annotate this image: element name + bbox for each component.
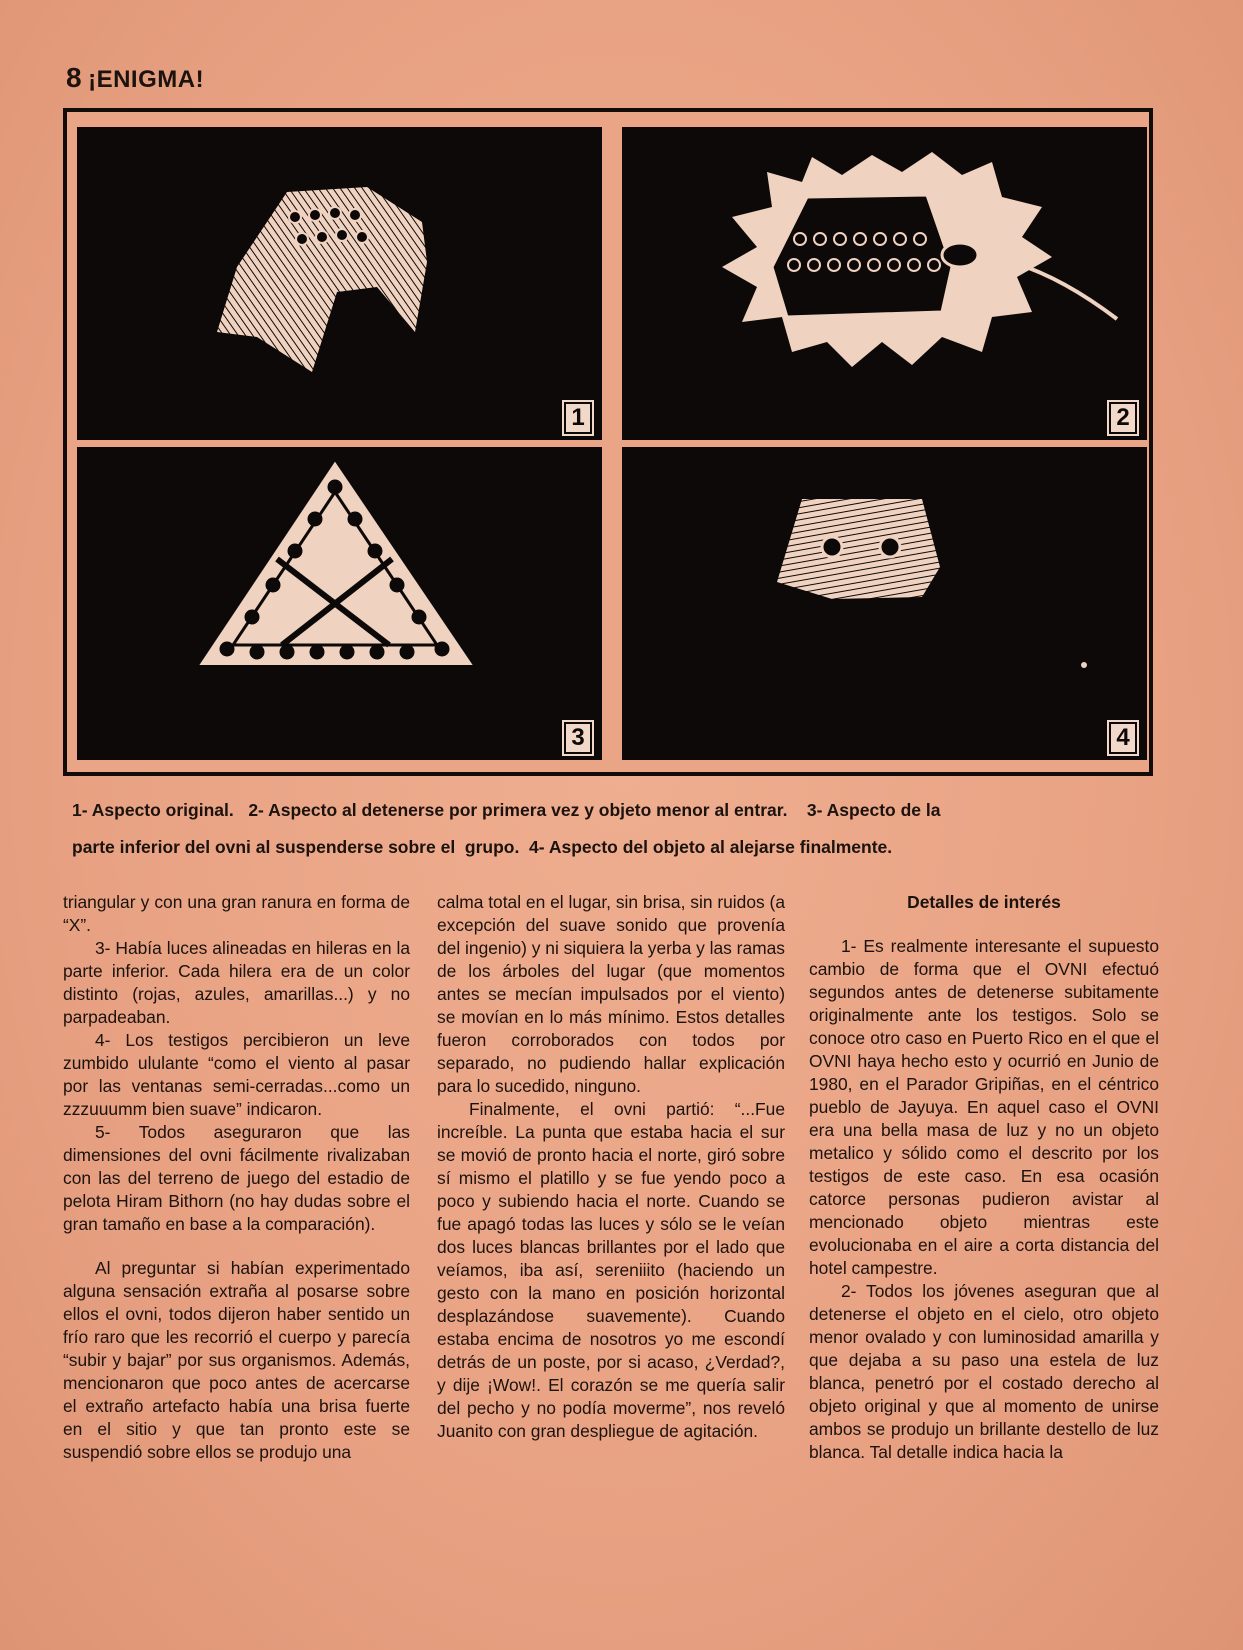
paragraph: triangular y con una gran ranura en forma de “X”.: [63, 892, 410, 935]
paragraph: 1- Es realmente interesante el supuesto cambio de forma que el OVNI efectuó segundos antes de detenerse subitamente originalmente ante los testigos. Solo se conoce otro caso en Puerto Rico en el que el OVNI haya hecho esto y ocurrió en Junio de 1980, en el Parador Gripiñas, en el céntrico pueblo de Jayuya. En aquel caso el OVNI era una bella masa de luz y no un objeto metalico y sólido como el descrito por los testigos de este caso. En esa ocasión catorce personas pudieron avistar al mencionado objeto mientras este evolucionaba en el aire a corta distancia del hotel campestre.: [809, 936, 1159, 1278]
panel-number-badge: 1: [564, 402, 592, 434]
paragraph: calma total en el lugar, sin brisa, sin ruidos (a excepción del suave sonido que provenía del ingenio) y ni siquiera la yerba y las ramas de los árboles del lugar (que momentos antes se mecían impulsados por el viento) se movían en lo más mínimo. Estos detalles fueron corroborados con todos por separado, no pudiendo hallar explicación para lo sucedido, ninguno.: [437, 892, 785, 1096]
panel-4: [622, 447, 1147, 760]
ufo-triangular-underside-drawing-icon: [77, 447, 602, 760]
panel-number-badge: 4: [1109, 722, 1137, 754]
panel-2: [622, 127, 1147, 440]
ufo-arrowhead-drawing-icon: [77, 127, 602, 440]
paragraph: 5- Todos aseguraron que las dimensiones del ovni fácilmente rivalizaban con las del terreno de juego del estadio de pelota Hiram Bithorn (no hay dudas sobre el gran tamaño en base a la comparación).: [63, 1122, 410, 1234]
caption-line: parte inferior del ovni al suspenderse sobre el grupo. 4- Aspecto del objeto al alejarse finalmente.: [72, 837, 893, 857]
paragraph: Finalmente, el ovni partió: “...Fue increíble. La punta que estaba hacia el sur se movió de pronto hacia el norte, giró sobre sí mismo el platillo y se fue yendo poco a poco y subiendo hacia el norte. Cuando se fue apagó todas las luces y sólo se le veían dos luces blancas brillantes por el lado que veíamos, iba así, sereniiito (haciendo un gesto con la mano en posición horizontal desplazándose suavemente). Cuando estaba encima de nosotros yo me escondí detrás de un poste, por si acaso, ¿Verdad?, y dije ¡Wow!. El corazón se me quería salir del pecho y no podía moverme”, nos reveló Juanito con gran despliegue de agitación.: [437, 1099, 785, 1441]
paragraph: 4- Los testigos percibieron un leve zumbido ululante “como el viento al pasar por las ventanas semi-cerradas...como un zzzuuumm bien suave” indicaron.: [63, 1030, 410, 1119]
text-column-2: [437, 891, 785, 1443]
caption-line: 1- Aspecto original. 2- Aspecto al detenerse por primera vez y objeto menor al entrar. 3- Aspecto de la: [72, 800, 941, 820]
page-number: 8: [66, 62, 83, 93]
panel-number-badge: 2: [1109, 402, 1137, 434]
figure-caption: [72, 792, 1172, 866]
section-heading: Detalles de interés: [907, 892, 1061, 912]
paragraph: 3- Había luces alineadas en hileras en la parte inferior. Cada hilera era de un color distinto (rojas, azules, amarillas...) y no parpadeaban.: [63, 938, 410, 1027]
text-column-1: [63, 891, 410, 1464]
ufo-departing-drawing-icon: [622, 447, 1147, 760]
paragraph: Al preguntar si habían experimentado alguna sensación extraña al posarse sobre ellos el ovni, todos dijeron haber sentido un frío raro que les recorrió el cuerpo y parecía “subir y bajar” por sus organismos. Además, mencionaron que poco antes de acercarse el extraño artefacto había una brisa fuerte en el sitio y que tan pronto este se suspendió sobre ellos se produjo una: [63, 1258, 410, 1462]
paragraph: 2- Todos los jóvenes aseguran que al detenerse el objeto en el cielo, otro objeto menor ovalado y con luminosidad amarilla y que dejaba a su paso una estela de luz blanca, penetró por el costado derecho al objeto original y que al momento de unirse ambos se produjo un brillante destello de luz blanca. Tal detalle indica hacia la: [809, 1281, 1159, 1462]
magazine-title: ¡ENIGMA!: [88, 66, 205, 93]
panel-1: [77, 127, 602, 440]
panel-number-badge: 3: [564, 722, 592, 754]
ufo-glowing-with-small-object-drawing-icon: [622, 127, 1147, 440]
panel-3: [77, 447, 602, 760]
page-header: [66, 62, 204, 94]
text-column-3: [809, 891, 1159, 1464]
illustration-frame: [63, 108, 1153, 776]
